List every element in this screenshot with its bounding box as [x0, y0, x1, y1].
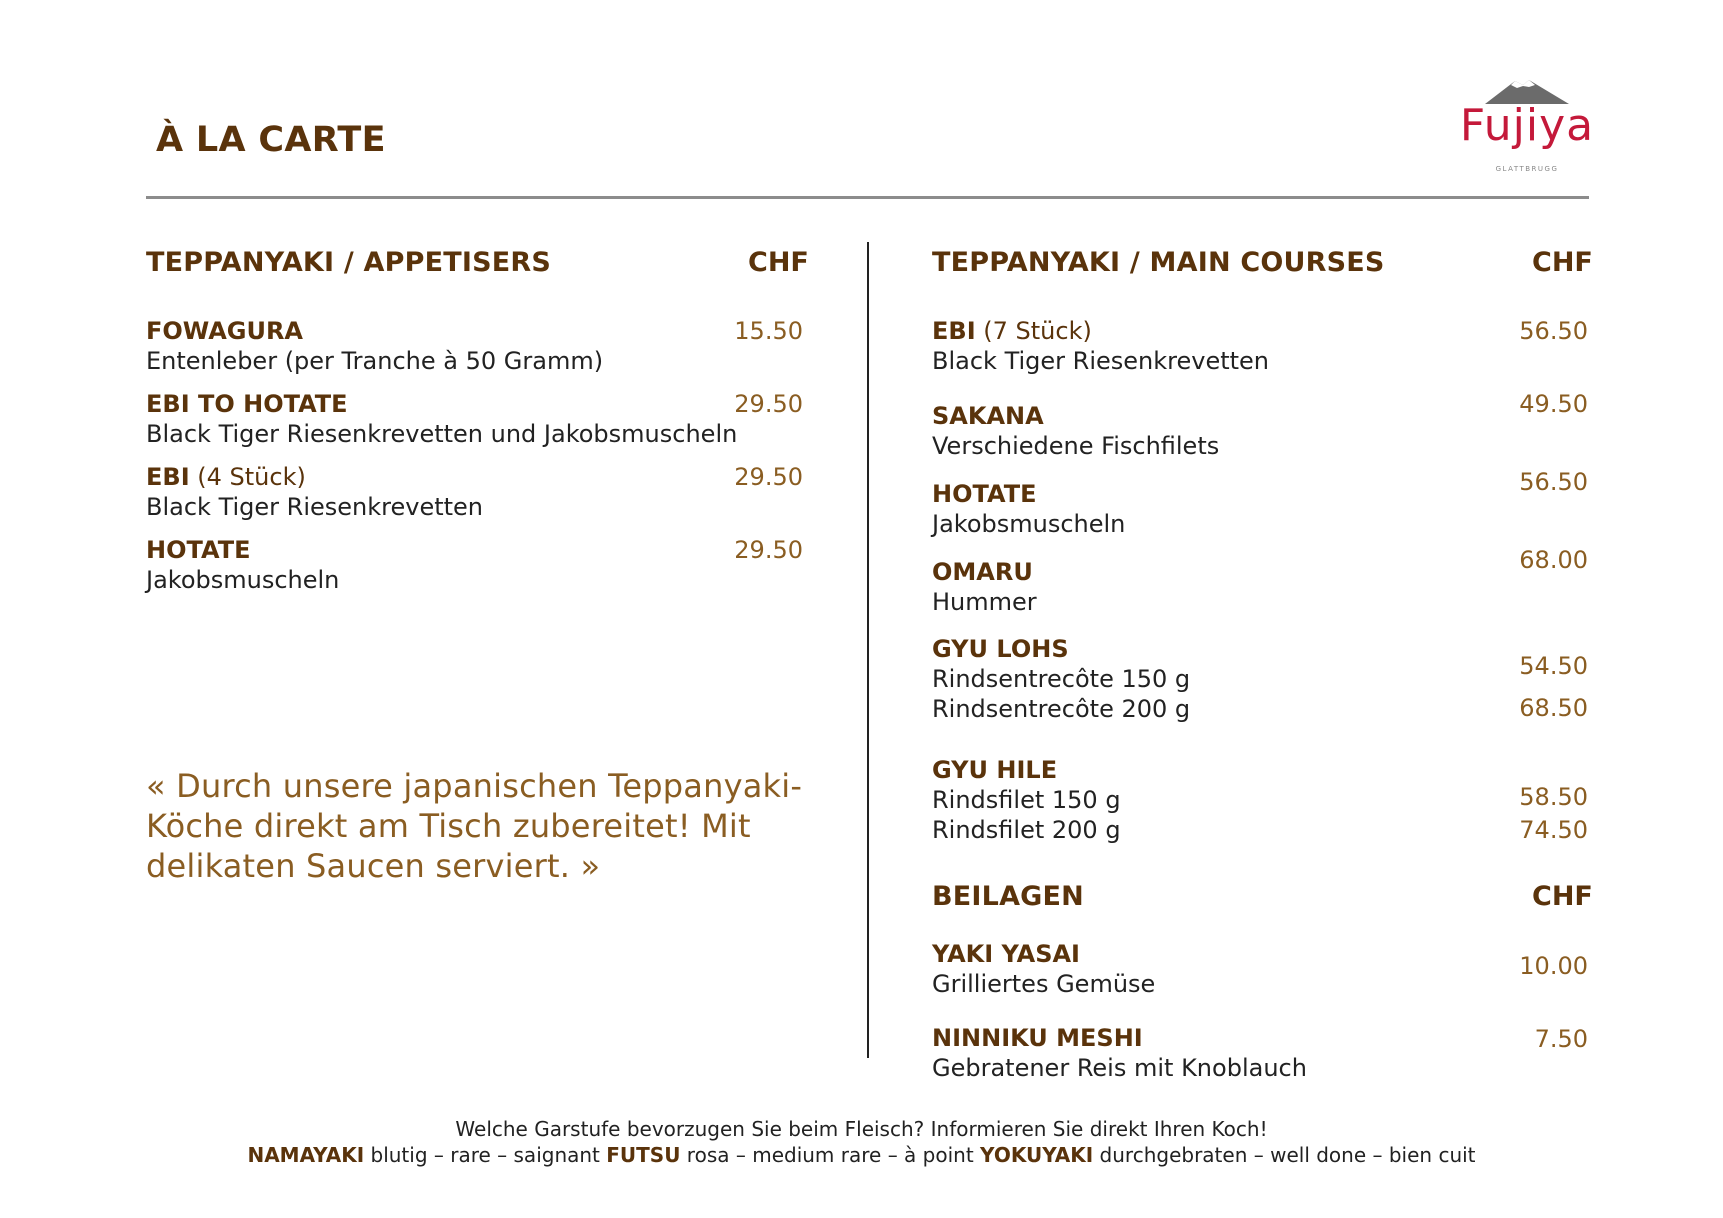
item-quantity: (7 Stück): [975, 317, 1092, 345]
item-description: Black Tiger Riesenkrevetten: [146, 493, 484, 521]
item-price: 15.50: [734, 317, 803, 345]
item-price: 68.00: [1519, 546, 1588, 574]
item-quantity: (4 Stück): [189, 463, 306, 491]
doneness-term: NAMAYAKI: [247, 1143, 365, 1167]
menu-item: [932, 316, 1269, 376]
logo-subtitle: GLATTBRUGG: [1495, 165, 1559, 173]
doneness-footer: [0, 1116, 1723, 1168]
menu-item: [932, 557, 1037, 617]
sides-heading: BEILAGEN: [932, 881, 1084, 912]
item-price: 29.50: [734, 536, 803, 564]
menu-item: [146, 389, 737, 449]
main-courses-currency: CHF: [1532, 247, 1593, 278]
menu-item: [932, 1023, 1307, 1083]
item-price: 58.50: [1519, 783, 1588, 811]
item-price: 68.50: [1519, 694, 1588, 722]
doneness-legend: [0, 1142, 1723, 1168]
menu-item: [932, 401, 1219, 461]
appetisers-currency: CHF: [748, 247, 809, 278]
item-name: EBI: [146, 463, 190, 491]
doneness-term: YOKUYAKI: [980, 1143, 1094, 1167]
doneness-term: FUTSU: [606, 1143, 681, 1167]
item-price: 7.50: [1534, 1025, 1588, 1053]
item-description: Gebratener Reis mit Knoblauch: [932, 1054, 1307, 1082]
chef-quote: « Durch unsere japanischen Teppanyaki-Köche direkt am Tisch zubereitet! Mit delikaten Saucen serviert. »: [146, 767, 803, 885]
menu-item: [146, 535, 339, 595]
header-divider: [146, 196, 1589, 199]
item-price: 56.50: [1519, 317, 1588, 345]
item-description: Rindsfilet 150 g: [932, 786, 1121, 814]
item-price: 49.50: [1519, 390, 1588, 418]
menu-item: [932, 479, 1125, 539]
menu-item: [146, 462, 483, 522]
item-price: 29.50: [734, 390, 803, 418]
item-description: Rindsfilet 200 g: [932, 816, 1121, 844]
item-name: NINNIKU MESHI: [932, 1024, 1143, 1052]
item-description: Jakobsmuscheln: [932, 510, 1126, 538]
item-name: EBI: [932, 317, 976, 345]
item-name: YAKI YASAI: [932, 940, 1080, 968]
item-name: HOTATE: [932, 480, 1037, 508]
logo-wordmark: Fujiya: [1459, 100, 1595, 151]
doneness-description: durchgebraten – well done – bien cuit: [1093, 1143, 1476, 1167]
item-description: Black Tiger Riesenkrevetten und Jakobsmuscheln: [146, 420, 738, 448]
item-price: 54.50: [1519, 652, 1588, 680]
item-description: Black Tiger Riesenkrevetten: [932, 347, 1270, 375]
column-divider: [867, 242, 869, 1058]
item-description: Entenleber (per Tranche à 50 Gramm): [146, 347, 604, 375]
item-description: Rindsentrecôte 200 g: [932, 695, 1191, 723]
main-courses-heading: TEPPANYAKI / MAIN COURSES: [932, 247, 1385, 278]
item-name: SAKANA: [932, 402, 1044, 430]
appetisers-heading: TEPPANYAKI / APPETISERS: [146, 247, 552, 278]
item-description: Grilliertes Gemüse: [932, 970, 1156, 998]
menu-item: [932, 939, 1155, 999]
page-title: À LA CARTE: [156, 120, 386, 160]
doneness-description: rosa – medium rare – à point: [680, 1143, 981, 1167]
item-name: GYU LOHS: [932, 635, 1069, 663]
menu-item: [146, 316, 603, 376]
item-price: 29.50: [734, 463, 803, 491]
logo: [1452, 78, 1602, 178]
doneness-description: blutig – rare – saignant: [364, 1143, 607, 1167]
footer-question: Welche Garstufe bevorzugen Sie beim Fleisch? Informieren Sie direkt Ihren Koch!: [455, 1117, 1268, 1141]
item-description: Jakobsmuscheln: [146, 566, 340, 594]
item-price: 74.50: [1519, 816, 1588, 844]
item-price: 10.00: [1519, 952, 1588, 980]
item-name: FOWAGURA: [146, 317, 304, 345]
item-name: GYU HILE: [932, 756, 1058, 784]
menu-item: [932, 634, 1190, 724]
menu-item: [932, 755, 1121, 845]
item-price: 56.50: [1519, 468, 1588, 496]
item-description: Rindsentrecôte 150 g: [932, 665, 1191, 693]
item-name: OMARU: [932, 558, 1033, 586]
item-name: HOTATE: [146, 536, 251, 564]
sides-currency: CHF: [1532, 881, 1593, 912]
item-description: Hummer: [932, 588, 1037, 616]
item-description: Verschiedene Fischfilets: [932, 432, 1220, 460]
item-name: EBI TO HOTATE: [146, 390, 348, 418]
